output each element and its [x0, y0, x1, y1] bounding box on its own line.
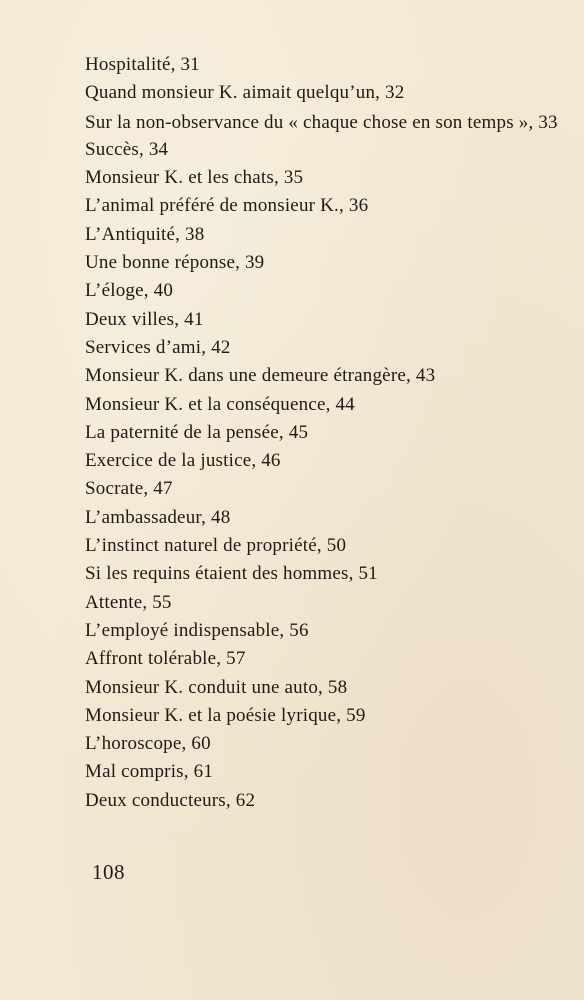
toc-entry: L’ambassadeur, 48: [85, 506, 231, 528]
toc-entry: Une bonne réponse, 39: [85, 252, 265, 274]
toc-entry: L’éloge, 40: [85, 280, 174, 302]
toc-entry: Si les requins étaient des hommes, 51: [85, 563, 378, 585]
toc-entry: L’horoscope, 60: [85, 733, 211, 755]
toc-entry: Monsieur K. dans une demeure étrangère, 43: [85, 365, 436, 387]
toc-entry: Mal compris, 61: [85, 761, 214, 783]
toc-entry: Deux villes, 41: [85, 308, 204, 330]
toc-entry: Socrate, 47: [85, 478, 173, 500]
toc-entry: L’employé indispensable, 56: [85, 619, 309, 641]
toc-entry: Monsieur K. et la poésie lyrique, 59: [85, 704, 366, 726]
toc-entry: L’Antiquité, 38: [85, 223, 205, 245]
toc-entry: L’animal préféré de monsieur K., 36: [85, 195, 369, 217]
toc-entry: Affront tolérable, 57: [85, 648, 246, 670]
toc-entry: Exercice de la justice, 46: [85, 450, 281, 472]
toc-entry: Sur la non-observance du « chaque chose en son temps », 33: [85, 111, 558, 133]
toc-entry: Monsieur K. et la conséquence, 44: [85, 393, 355, 415]
toc-entry: Quand monsieur K. aimait quelqu’un, 32: [85, 82, 405, 104]
toc-entry: Monsieur K. et les chats, 35: [85, 167, 304, 189]
toc-entry: Succès, 34: [85, 138, 169, 160]
page-number: 108: [92, 860, 125, 884]
toc-entry: L’instinct naturel de propriété, 50: [85, 535, 347, 557]
table-of-contents: [85, 51, 565, 815]
toc-entry: La paternité de la pensée, 45: [85, 421, 309, 443]
toc-entry: Attente, 55: [85, 591, 172, 613]
toc-entry: Deux conducteurs, 62: [85, 789, 256, 811]
toc-entry: Services d’ami, 42: [85, 336, 231, 358]
toc-entry: Hospitalité, 31: [85, 54, 200, 75]
toc-entry: Monsieur K. conduit une auto, 58: [85, 676, 348, 698]
